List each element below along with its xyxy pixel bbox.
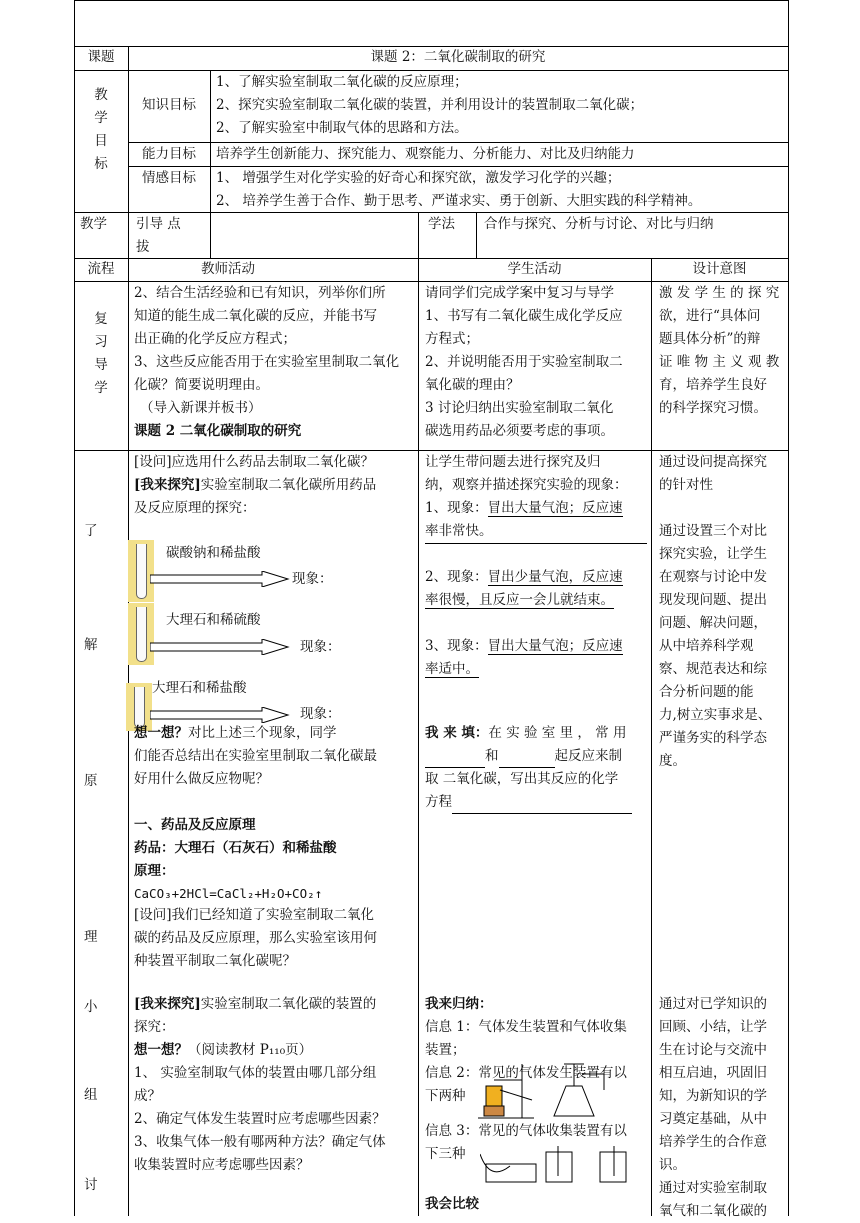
test-tube-icon bbox=[128, 603, 154, 665]
lesson-title: 课题 2：二氧化碳制取的研究 bbox=[370, 49, 546, 65]
student-intro: 让学生带问题去进行探究及归 纳，观察并描述探究实验的现象： bbox=[425, 454, 628, 493]
student-observation-2: 2、现象：冒出少量气泡，反应速 率很慢，且反应一会儿就结束。 bbox=[425, 569, 623, 608]
side-char: 解 bbox=[84, 637, 98, 653]
experiment-1-label: 碳酸钠和稀盐酸 bbox=[166, 545, 261, 561]
gas-generator-apparatus-icon bbox=[474, 1060, 624, 1124]
col-teacher: 教师活动 bbox=[201, 261, 255, 277]
experiment-2-label: 大理石和稀硫酸 bbox=[166, 612, 261, 628]
review-teacher: 2、结合生活经验和已有知识，列举你们所 知道的能生成二氧化碳的反应，并能书写 出正确的化学反应方程式； 3、这些反应能否用于在实验室里制取二氧化 化碳？简要说明理由。 （导入新课并板书） 课题 2 二氧化碳制取的研究 bbox=[134, 285, 400, 439]
principle-label: 原理： bbox=[134, 863, 175, 879]
arrow-icon bbox=[150, 639, 290, 655]
think-question: 想一想？对比上述三个现象，同学 们能否总结出在实验室里制取二氧化碳最 好用什么做反应物呢？ bbox=[134, 725, 377, 787]
learning-method: 合作与探究、分析与讨论、对比与归纳 bbox=[484, 216, 714, 232]
side-char: 小 bbox=[84, 999, 98, 1015]
compare-heading: 我会比较 bbox=[425, 1196, 479, 1212]
teaching-method: 引导 点 拔 bbox=[136, 216, 181, 255]
experiment-3-phenomenon: 现象： bbox=[300, 706, 341, 722]
teacher-question-2: [设问]我们已经知道了实验室制取二氧化 碳的药品及反应原理，那么实验室该用何 种装置平制取二氧化碳呢？ bbox=[134, 907, 377, 969]
experiment-3-label: 大理石和稀盐酸 bbox=[152, 680, 247, 696]
keti-label: 课题 bbox=[87, 49, 115, 65]
teaching-label: 教学 bbox=[80, 216, 107, 232]
student-observation-3: 3、现象：冒出大量气泡；反应速 率适中。 bbox=[425, 638, 623, 677]
design-1: 通过设问提高探究 的针对性 bbox=[659, 454, 767, 493]
side-char: 讨 bbox=[84, 1177, 98, 1193]
ability-goal-label: 能力目标 bbox=[142, 146, 196, 162]
design-3: 通过对已学知识的 回顾、小结，让学 生在讨论与交流中 相互启迪，巩固旧 知，为新知识的学 习奠定基础，从中 培养学生的合作意 识。 通过对实验室制取 氧气和二氧化碳的 bbox=[659, 996, 767, 1219]
review-design: 激 发 学 生 的 探 究 欲，进行“具体问 题具体分析”的辩 证 唯 物 主 义 观 教 育，培养学生良好 的科学探究习惯。 bbox=[659, 285, 780, 416]
col-process: 流程 bbox=[87, 261, 115, 277]
student-summary: 我来归纳： 信息 1：气体发生装置和气体收集 装置； 信息 2：常见的气体发生装置有以 下两种 信息 3：常见的气体收集装置有以 下三种 bbox=[425, 996, 627, 1162]
reaction-equation: CaCO₃+2HCl=CaCl₂+H₂O+CO₂↑ bbox=[134, 886, 323, 901]
student-fill-blank: 我 来 填：在 实 验 室 里 ， 常 用 和 起反应来制 取 二氧化碳，写出其反应的化学 方程 bbox=[425, 722, 647, 814]
learning-label: 学法 bbox=[428, 216, 455, 232]
experiment-2-phenomenon: 现象： bbox=[300, 639, 341, 655]
teacher-explore-2: [我来探究]实验室制取二氧化碳的装置的 探究： 想一想？（阅读教材 P₁₁₀页） 1、 实验室制取气体的装置由哪几部分组 成？ 2、确定气体发生装置时应考虑哪些因素？ 3、收集气体一般有哪两种方法？确定气体 收集装置时应考虑哪些因素？ bbox=[134, 996, 386, 1173]
review-side-label: 复 习 导 学 bbox=[94, 311, 108, 396]
side-char: 了 bbox=[84, 523, 98, 539]
knowledge-goal-label: 知识目标 bbox=[142, 97, 196, 113]
review-student: 请同学们完成学案中复习与导学 1、书写有二氧化碳生成化学反应 方程式； 2、并说明能否用于实验室制取二 氧化碳的理由？ 3 讨论归纳出实验室制取二氧化 碳选用药品必须要考虑的事项。 bbox=[425, 285, 623, 439]
emotion-goals: 1、 增强学生对化学实验的好奇心和探究欲，激发学习化学的兴趣； 2、 培养学生善于合作、勤于思考、严谨求实、勇于创新、大胆实践的科学精神。 bbox=[216, 170, 702, 209]
gas-collector-apparatus-icon bbox=[480, 1146, 640, 1186]
side-char: 组 bbox=[84, 1087, 98, 1103]
col-design: 设计意图 bbox=[692, 261, 747, 277]
side-char: 原 bbox=[84, 773, 98, 789]
student-observation-1: 1、现象：冒出大量气泡；反应速 率非常快。 bbox=[425, 497, 647, 544]
side-char: 理 bbox=[84, 929, 98, 945]
teacher-question-1: [设问]应选用什么药品去制取二氧化碳？ bbox=[134, 454, 375, 470]
goals-side-label: 教 学 目 标 bbox=[94, 87, 108, 172]
ability-goals: 培养学生创新能力、探究能力、观察能力、分析能力、对比及归纳能力 bbox=[216, 146, 635, 162]
emotion-goal-label: 情感目标 bbox=[142, 170, 196, 186]
teacher-explore-1b: 及反应原理的探究： bbox=[134, 500, 256, 516]
teacher-explore-1: [我来探究]实验室制取二氧化碳所用药品 bbox=[134, 477, 377, 493]
col-student: 学生活动 bbox=[507, 261, 562, 277]
arrow-icon bbox=[150, 571, 290, 587]
section-1-heading: 一、药品及反应原理 bbox=[134, 817, 256, 833]
knowledge-goals: 1、了解实验室制取二氧化碳的反应原理； 2、探究实验室制取二氧化碳的装置，并利用设计的装置制取二氧化碳； 2、了解实验室中制取气体的思路和方法。 bbox=[216, 74, 644, 136]
arrow-icon bbox=[150, 707, 290, 723]
design-2: 通过设置三个对比 探究实验，让学生 在观察与讨论中发 现发现问题、提出 问题、解决问题， 从中培养科学观 察、规范表达和综 合分析问题的能 力,树立实事求是、 严谨务实的科学态 度。 bbox=[659, 523, 772, 769]
drugs-line: 药品：大理石（石灰石）和稀盐酸 bbox=[134, 840, 337, 856]
experiment-1-phenomenon: 现象： bbox=[292, 571, 333, 587]
